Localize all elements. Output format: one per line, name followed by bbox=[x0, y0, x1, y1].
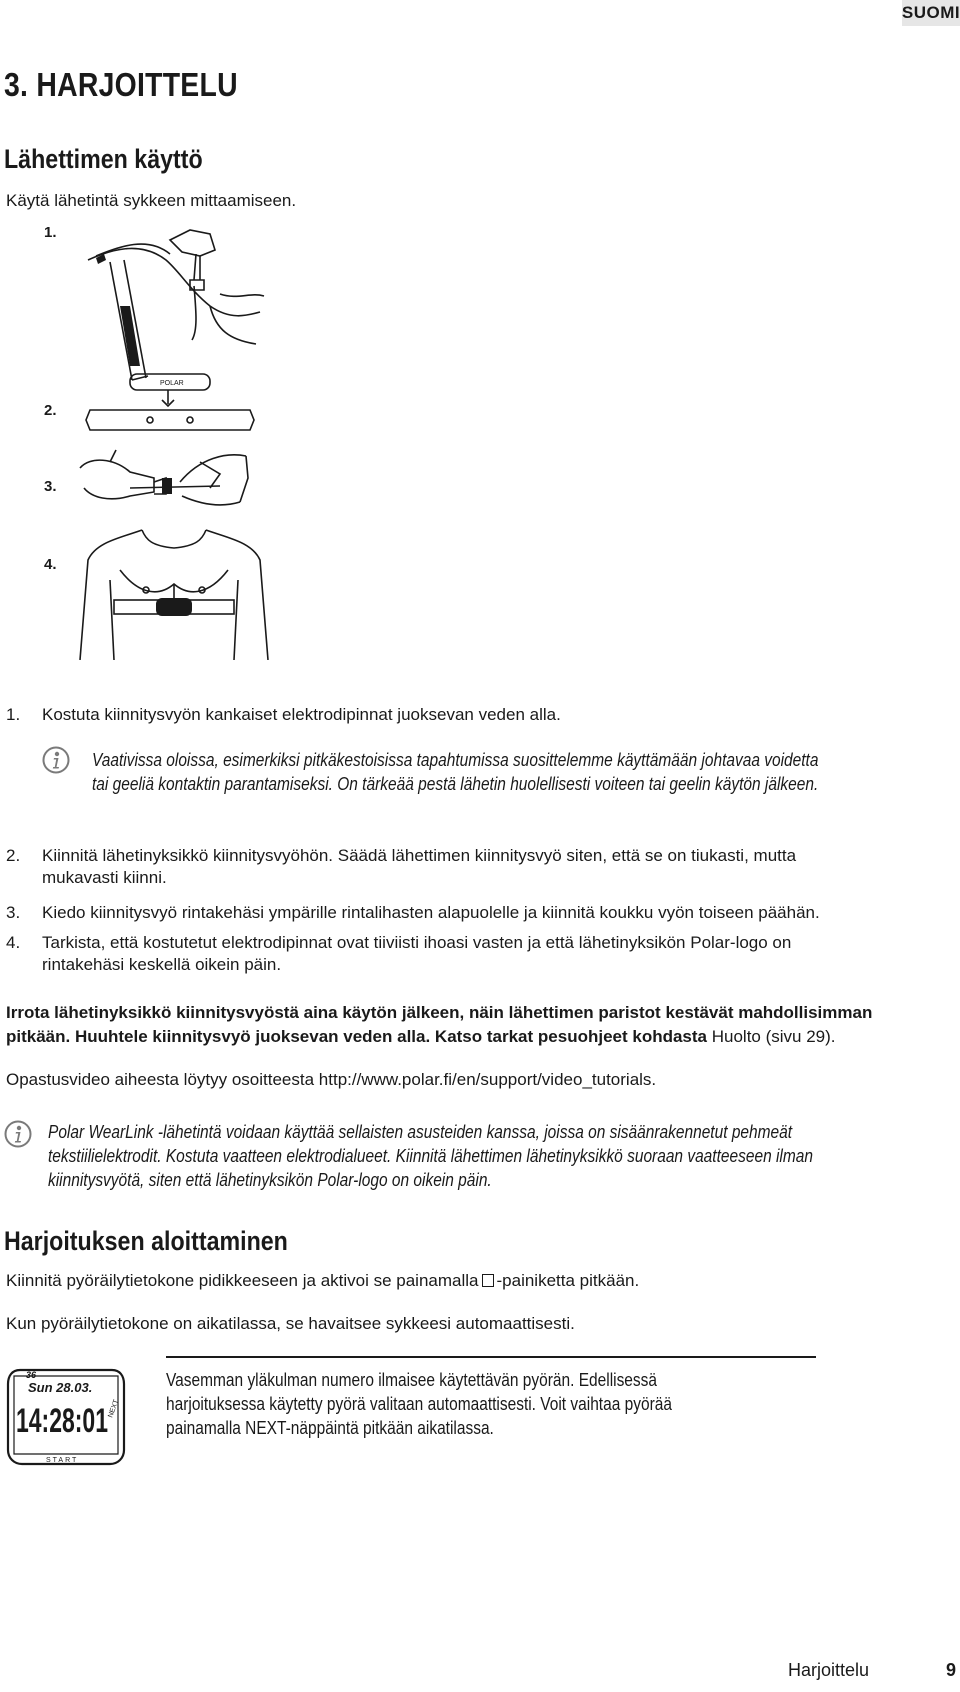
chapter-title: 3. HARJOITTELU bbox=[4, 66, 238, 103]
figure-label-2: 2. bbox=[44, 402, 57, 419]
strap-illustration bbox=[40, 220, 300, 670]
note-1-line-1: Vaativissa oloissa, esimerkiksi pitkäkestoisissa tapahtumissa suosittelemme käyttämään johtavaa voidetta bbox=[92, 750, 819, 770]
fasten-hook-drawing bbox=[70, 448, 280, 528]
svg-text:POLAR: POLAR bbox=[160, 380, 184, 387]
section-title-start-training: Harjoituksen aloittaminen bbox=[4, 1226, 288, 1256]
care-warning bbox=[6, 1001, 950, 1049]
step-2-text-2: mukavasti kiinni. bbox=[42, 868, 167, 887]
figure-label-3: 3. bbox=[44, 478, 57, 495]
footer-section: Harjoittelu bbox=[788, 1660, 870, 1680]
watch-top-label: 36 bbox=[26, 1370, 37, 1380]
auto-detect-text: Kun pyöräilytietokone on aikatilassa, se havaitsee sykkeesi automaattisesti. bbox=[6, 1314, 575, 1333]
step-3 bbox=[6, 902, 950, 924]
note-2-line-3: kiinnitysvyötä, siten että lähetinyksikön Polar-logo on oikein päin. bbox=[48, 1170, 492, 1190]
video-tutorial-text: Opastusvideo aiheesta löytyy osoitteesta http://www.polar.fi/en/support/video_tutorials. bbox=[6, 1070, 657, 1089]
warning-line-2: pitkään. Huuhtele kiinnitysvyö juoksevan veden alla. Katso tarkat pesuohjeet kohdasta bbox=[6, 1027, 707, 1046]
attach-text-before: Kiinnitä pyöräilytietokone pidikkeeseen ja aktivoi se painamalla bbox=[6, 1271, 479, 1290]
watch-next-label: NEXT bbox=[107, 1398, 121, 1419]
section-intro: Käytä lähetintä sykkeen mittaamiseen. bbox=[6, 191, 297, 210]
step-1-text: Kostuta kiinnitysvyön kankaiset elektrodipinnat juoksevan veden alla. bbox=[42, 705, 561, 724]
wet-strap-drawing bbox=[70, 220, 280, 390]
step-3-number: 3. bbox=[6, 903, 21, 922]
watch-display-illustration bbox=[2, 1362, 130, 1472]
attach-text-after: -painiketta pitkään. bbox=[496, 1271, 640, 1290]
step-2 bbox=[6, 845, 950, 889]
torso-strap-drawing bbox=[70, 520, 280, 660]
connect-unit-drawing bbox=[70, 370, 280, 440]
language-tag: SUOMI bbox=[902, 0, 960, 26]
note-conductive-gel bbox=[92, 748, 818, 796]
step-2-number: 2. bbox=[6, 846, 21, 865]
watch-start-label: START bbox=[46, 1457, 79, 1464]
info-icon bbox=[42, 746, 70, 774]
caption-line-3: painamalla NEXT-näppäintä pitkään aikatilassa. bbox=[166, 1418, 494, 1438]
step-4-text-1: Tarkista, että kostutetut elektrodipinnat ovat tiiviisti ihoasi vasten ja että lähetinyksikön Polar-logo on bbox=[42, 933, 792, 952]
watch-time: 14:28:01 bbox=[16, 1402, 108, 1440]
watch-date: Sun 28.03. bbox=[28, 1380, 93, 1395]
caption-line-2: harjoituksessa käytetty pyörä valitaan automaattisesti. Voit vaihtaa pyörää bbox=[166, 1394, 672, 1414]
watch-caption bbox=[166, 1368, 802, 1440]
step-4-text-2: rintakehäsi keskellä oikein päin. bbox=[42, 955, 282, 974]
button-square-icon bbox=[482, 1274, 494, 1287]
note-wearlink-garments bbox=[48, 1120, 813, 1192]
warning-line-1: Irrota lähetinyksikkö kiinnitysvyöstä aina käytön jälkeen, näin lähettimen paristot kestävät mahdollisimman bbox=[6, 1003, 873, 1022]
step-3-text: Kiedo kiinnitysvyö rintakehäsi ympärille rintalihasten alapuolelle ja kiinnitä koukku vyön toiseen päähän. bbox=[42, 903, 820, 922]
caption-rule bbox=[166, 1356, 816, 1358]
figure-label-4: 4. bbox=[44, 556, 57, 573]
step-2-text-1: Kiinnitä lähetinyksikkö kiinnitysvyöhön. Säädä lähettimen kiinnitysvyö siten, että se on tiukasti, mutta bbox=[42, 846, 797, 865]
step-4-number: 4. bbox=[6, 933, 21, 952]
note-2-line-2: tekstiilielektrodit. Kostuta vaatteen elektrodialueet. Kiinnitä lähettimen lähetinyksikkö suoraan vaatteeseen ilman bbox=[48, 1146, 813, 1166]
section-title-transmitter: Lähettimen käyttö bbox=[4, 144, 203, 174]
step-4 bbox=[6, 932, 950, 976]
info-icon bbox=[4, 1120, 32, 1148]
note-1-line-2: tai geeliä kontaktin parantamiseksi. On tärkeää pestä lähetin huolellisesti voiteen tai geelin käytön jälkeen. bbox=[92, 774, 819, 794]
step-1 bbox=[6, 704, 950, 726]
footer-page-number: 9 bbox=[946, 1660, 957, 1680]
figure-label-1: 1. bbox=[44, 224, 57, 241]
step-1-number: 1. bbox=[6, 705, 21, 724]
note-2-line-1: Polar WearLink -lähetintä voidaan käyttää sellaisten asusteiden kanssa, joissa on sisäänrakennetut pehmeät bbox=[48, 1122, 793, 1142]
attach-instruction bbox=[6, 1270, 950, 1292]
caption-line-1: Vasemman yläkulman numero ilmaisee käytettävän pyörän. Edellisessä bbox=[166, 1370, 658, 1390]
care-link[interactable]: Huolto (sivu 29). bbox=[711, 1027, 836, 1046]
